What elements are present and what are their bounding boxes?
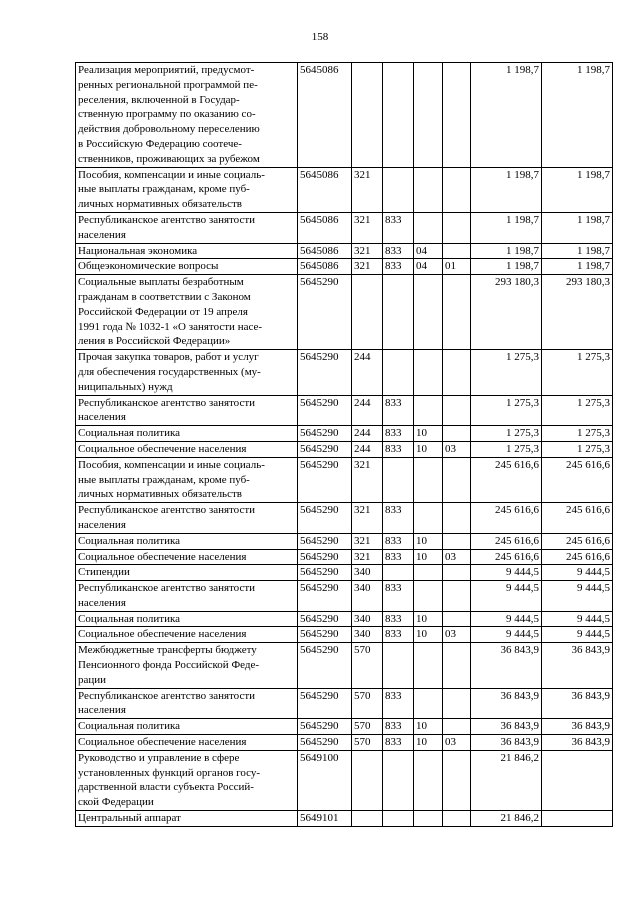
row-subsection: [443, 565, 471, 581]
row-administrator: 833: [383, 212, 414, 243]
row-name: [76, 627, 298, 643]
row-amount-2: 9 444,5: [542, 581, 613, 612]
row-name-text: Социальное обеспечение населения: [78, 628, 247, 641]
row-subsection: [443, 212, 471, 243]
row-amount-1: 36 843,9: [471, 643, 542, 688]
row-expense-type: 321: [352, 533, 383, 549]
row-name-text: Социальное обеспечение населения: [78, 550, 247, 563]
row-amount-1: 1 275,3: [471, 426, 542, 442]
row-subsection: [443, 750, 471, 810]
row-administrator: 833: [383, 627, 414, 643]
row-expense-type: 321: [352, 259, 383, 275]
table-row: [76, 167, 613, 212]
row-name-text: Межбюджетные трансферты бюджету Пенсионного фонда Российской Феде- рации: [78, 644, 260, 686]
row-amount-2: 245 616,6: [542, 457, 613, 502]
row-amount-1: 9 444,5: [471, 627, 542, 643]
row-section: [414, 503, 443, 534]
row-administrator: [383, 565, 414, 581]
row-administrator: 833: [383, 688, 414, 719]
table-row: [76, 811, 613, 827]
row-name: [76, 611, 298, 627]
row-section: [414, 167, 443, 212]
row-subsection: [443, 811, 471, 827]
row-target-article: 5649100: [298, 750, 352, 810]
row-target-article: 5645290: [298, 627, 352, 643]
table-row: [76, 441, 613, 457]
row-administrator: 833: [383, 581, 414, 612]
row-expense-type: 244: [352, 426, 383, 442]
row-expense-type: 340: [352, 581, 383, 612]
row-amount-2: 9 444,5: [542, 611, 613, 627]
table-row: [76, 212, 613, 243]
row-expense-type: 321: [352, 167, 383, 212]
row-subsection: [443, 533, 471, 549]
row-amount-2: [542, 750, 613, 810]
table-row: [76, 581, 613, 612]
row-name-text: Социальная политика: [78, 534, 181, 547]
row-name-text: Общеэкономические вопросы: [78, 260, 219, 273]
table-row: [76, 719, 613, 735]
row-name: [76, 549, 298, 565]
row-target-article: 5645086: [298, 243, 352, 259]
row-target-article: 5645290: [298, 426, 352, 442]
row-name-text: Республиканское агентство занятости населения: [78, 582, 256, 609]
row-name: [76, 259, 298, 275]
row-target-article: 5645086: [298, 167, 352, 212]
row-target-article: 5645290: [298, 735, 352, 751]
row-subsection: [443, 350, 471, 395]
row-name: [76, 441, 298, 457]
row-section: [414, 395, 443, 426]
row-amount-1: 1 198,7: [471, 243, 542, 259]
row-section: 10: [414, 533, 443, 549]
row-name-text: Социальные выплаты безработным гражданам в соответствии с Законом Российской Федерации от 19 апреля 1991 года № 1032-1 «О занятости насе- ления в Российской Федерации»: [78, 276, 263, 348]
table-row: [76, 243, 613, 259]
row-subsection: 01: [443, 259, 471, 275]
row-target-article: 5645290: [298, 503, 352, 534]
row-subsection: [443, 688, 471, 719]
row-administrator: 833: [383, 441, 414, 457]
page-number: 158: [311, 31, 329, 43]
row-name-text: Республиканское агентство занятости населения: [78, 689, 256, 717]
row-amount-1: 245 616,6: [471, 549, 542, 565]
row-amount-1: 293 180,3: [471, 275, 542, 350]
row-administrator: [383, 750, 414, 810]
row-administrator: [383, 457, 414, 502]
row-expense-type: 570: [352, 719, 383, 735]
table-row: [76, 533, 613, 549]
row-administrator: 833: [383, 735, 414, 751]
row-name: [76, 581, 298, 612]
row-amount-1: 36 843,9: [471, 688, 542, 719]
row-subsection: [443, 503, 471, 534]
row-amount-1: 1 198,7: [471, 63, 542, 168]
row-expense-type: 340: [352, 565, 383, 581]
table-row: [76, 643, 613, 688]
row-expense-type: 321: [352, 549, 383, 565]
row-name: [76, 750, 298, 810]
row-name-text: Социальная политика: [78, 427, 181, 440]
row-administrator: 833: [383, 426, 414, 442]
row-expense-type: 244: [352, 441, 383, 457]
table-row: [76, 63, 613, 168]
row-expense-type: [352, 811, 383, 827]
row-expense-type: [352, 63, 383, 168]
row-administrator: 833: [383, 549, 414, 565]
row-name: [76, 457, 298, 502]
row-amount-1: 1 198,7: [471, 167, 542, 212]
row-section: [414, 63, 443, 168]
row-target-article: 5645290: [298, 350, 352, 395]
table-row: [76, 503, 613, 534]
row-amount-1: 1 198,7: [471, 259, 542, 275]
row-subsection: [443, 167, 471, 212]
row-section: [414, 688, 443, 719]
row-section: 10: [414, 627, 443, 643]
row-amount-1: 9 444,5: [471, 565, 542, 581]
table-row: [76, 395, 613, 426]
row-amount-2: 1 275,3: [542, 426, 613, 442]
row-section: 10: [414, 611, 443, 627]
row-subsection: [443, 719, 471, 735]
row-subsection: 03: [443, 735, 471, 751]
row-name: [76, 212, 298, 243]
row-subsection: [443, 426, 471, 442]
row-name-text: Республиканское агентство занятости населения: [78, 213, 256, 241]
row-administrator: 833: [383, 719, 414, 735]
row-target-article: 5645290: [298, 395, 352, 426]
row-name: [76, 688, 298, 719]
row-expense-type: 340: [352, 611, 383, 627]
row-amount-2: 36 843,9: [542, 735, 613, 751]
row-subsection: 03: [443, 441, 471, 457]
budget-table: [75, 62, 613, 827]
row-target-article: 5645290: [298, 643, 352, 688]
row-expense-type: 244: [352, 350, 383, 395]
table-row: [76, 627, 613, 643]
row-expense-type: 570: [352, 735, 383, 751]
row-section: [414, 811, 443, 827]
row-amount-2: 1 198,7: [542, 167, 613, 212]
row-administrator: 833: [383, 611, 414, 627]
row-expense-type: 321: [352, 212, 383, 243]
row-amount-2: 36 843,9: [542, 688, 613, 719]
row-name-text: Социальное обеспечение населения: [78, 736, 247, 749]
row-section: [414, 565, 443, 581]
row-section: [414, 350, 443, 395]
row-target-article: 5645290: [298, 275, 352, 350]
row-administrator: 833: [383, 533, 414, 549]
row-target-article: 5645290: [298, 441, 352, 457]
row-expense-type: 570: [352, 643, 383, 688]
row-amount-2: 9 444,5: [542, 627, 613, 643]
table-body: [76, 63, 613, 827]
row-subsection: [443, 581, 471, 612]
row-target-article: 5645290: [298, 533, 352, 549]
row-subsection: [443, 63, 471, 168]
row-target-article: 5645290: [298, 688, 352, 719]
row-amount-1: 1 275,3: [471, 441, 542, 457]
row-amount-2: 1 198,7: [542, 243, 613, 259]
row-name: [76, 735, 298, 751]
row-amount-1: 1 275,3: [471, 395, 542, 426]
row-section: 10: [414, 549, 443, 565]
row-name-text: Руководство и управление в сфере установленных функций органов госу- дарственной власти субъекта Россий- ской Федерации: [78, 751, 261, 809]
row-subsection: [443, 611, 471, 627]
row-name: [76, 426, 298, 442]
row-section: [414, 750, 443, 810]
row-name: [76, 275, 298, 350]
row-amount-2: 1 198,7: [542, 63, 613, 168]
row-amount-2: 1 275,3: [542, 395, 613, 426]
row-expense-type: 244: [352, 395, 383, 426]
row-expense-type: 340: [352, 627, 383, 643]
row-section: [414, 643, 443, 688]
table-row: [76, 457, 613, 502]
row-name: [76, 167, 298, 212]
table-row: [76, 735, 613, 751]
row-administrator: 833: [383, 503, 414, 534]
row-name: [76, 63, 298, 168]
row-name-text: Социальная политика: [78, 720, 181, 733]
row-amount-1: 9 444,5: [471, 611, 542, 627]
row-section: 10: [414, 719, 443, 735]
row-target-article: 5645086: [298, 212, 352, 243]
row-amount-2: 36 843,9: [542, 719, 613, 735]
row-target-article: 5645290: [298, 457, 352, 502]
row-name: [76, 565, 298, 581]
row-amount-2: 9 444,5: [542, 565, 613, 581]
row-name-text: Стипендии: [78, 566, 130, 579]
row-name-text: Республиканское агентство занятости населения: [78, 504, 256, 531]
row-target-article: 5645290: [298, 719, 352, 735]
row-name: [76, 503, 298, 534]
row-expense-type: 570: [352, 688, 383, 719]
row-section: [414, 581, 443, 612]
row-subsection: [443, 643, 471, 688]
row-name-text: Центральный аппарат: [78, 812, 181, 825]
row-administrator: [383, 811, 414, 827]
row-amount-2: 1 198,7: [542, 259, 613, 275]
row-target-article: 5645290: [298, 581, 352, 612]
row-administrator: [383, 643, 414, 688]
table-row: [76, 565, 613, 581]
row-subsection: [443, 395, 471, 426]
row-section: 04: [414, 259, 443, 275]
row-name: [76, 719, 298, 735]
row-amount-2: 36 843,9: [542, 643, 613, 688]
row-expense-type: 321: [352, 457, 383, 502]
row-amount-1: 245 616,6: [471, 533, 542, 549]
row-expense-type: 321: [352, 243, 383, 259]
row-name-text: Республиканское агентство занятости населения: [78, 396, 256, 424]
row-name-text: Социальное обеспечение населения: [78, 442, 247, 455]
table-row: [76, 426, 613, 442]
row-subsection: [443, 243, 471, 259]
row-target-article: 5645290: [298, 565, 352, 581]
row-section: 10: [414, 426, 443, 442]
row-name-text: Пособия, компенсации и иные социаль- ные выплаты гражданам, кроме пуб- личных нормативных обязательств: [78, 458, 265, 501]
row-name: [76, 811, 298, 827]
row-section: [414, 457, 443, 502]
table-row: [76, 259, 613, 275]
row-expense-type: [352, 750, 383, 810]
row-amount-1: 245 616,6: [471, 457, 542, 502]
row-amount-2: [542, 811, 613, 827]
row-target-article: 5645086: [298, 63, 352, 168]
row-section: 10: [414, 441, 443, 457]
row-administrator: 833: [383, 395, 414, 426]
row-section: [414, 275, 443, 350]
row-administrator: [383, 167, 414, 212]
row-name-text: Социальная политика: [78, 612, 181, 625]
row-name: [76, 533, 298, 549]
row-target-article: 5645086: [298, 259, 352, 275]
table-row: [76, 750, 613, 810]
row-section: [414, 212, 443, 243]
row-name-text: Пособия, компенсации и иные социаль- ные выплаты гражданам, кроме пуб- личных нормативных обязательств: [78, 168, 265, 211]
row-amount-1: 21 846,2: [471, 750, 542, 810]
row-section: 10: [414, 735, 443, 751]
row-amount-2: 245 616,6: [542, 503, 613, 534]
row-amount-2: 245 616,6: [542, 549, 613, 565]
row-amount-2: 293 180,3: [542, 275, 613, 350]
row-amount-1: 36 843,9: [471, 735, 542, 751]
table-row: [76, 549, 613, 565]
row-administrator: 833: [383, 243, 414, 259]
row-amount-2: 1 198,7: [542, 212, 613, 243]
row-administrator: [383, 275, 414, 350]
row-subsection: [443, 457, 471, 502]
row-amount-2: 1 275,3: [542, 350, 613, 395]
row-name: [76, 350, 298, 395]
table-row: [76, 275, 613, 350]
row-name-text: Прочая закупка товаров, работ и услуг для обеспечения государственных (му- ниципальных) нужд: [78, 351, 261, 393]
row-amount-1: 36 843,9: [471, 719, 542, 735]
row-subsection: 03: [443, 549, 471, 565]
row-target-article: 5645290: [298, 611, 352, 627]
row-amount-1: 9 444,5: [471, 581, 542, 612]
row-amount-1: 245 616,6: [471, 503, 542, 534]
row-name-text: Реализация мероприятий, предусмот- ренных региональной программой пе- реселения, включенной в Государ- ственную программу по оказанию со- действия добровольному переселению в Российскую Федерацию соотече- ственников, проживающих за рубежом: [78, 64, 260, 165]
row-target-article: 5645290: [298, 549, 352, 565]
row-subsection: [443, 275, 471, 350]
table-row: [76, 350, 613, 395]
row-expense-type: [352, 275, 383, 350]
row-amount-1: 21 846,2: [471, 811, 542, 827]
row-expense-type: 321: [352, 503, 383, 534]
row-target-article: 5649101: [298, 811, 352, 827]
row-amount-2: 1 275,3: [542, 441, 613, 457]
row-name: [76, 643, 298, 688]
row-amount-1: 1 275,3: [471, 350, 542, 395]
row-amount-2: 245 616,6: [542, 533, 613, 549]
row-administrator: 833: [383, 259, 414, 275]
row-administrator: [383, 63, 414, 168]
row-name: [76, 395, 298, 426]
row-section: 04: [414, 243, 443, 259]
table-row: [76, 688, 613, 719]
row-administrator: [383, 350, 414, 395]
row-name-text: Национальная экономика: [78, 244, 198, 257]
row-amount-1: 1 198,7: [471, 212, 542, 243]
row-name: [76, 243, 298, 259]
row-subsection: 03: [443, 627, 471, 643]
table-row: [76, 611, 613, 627]
